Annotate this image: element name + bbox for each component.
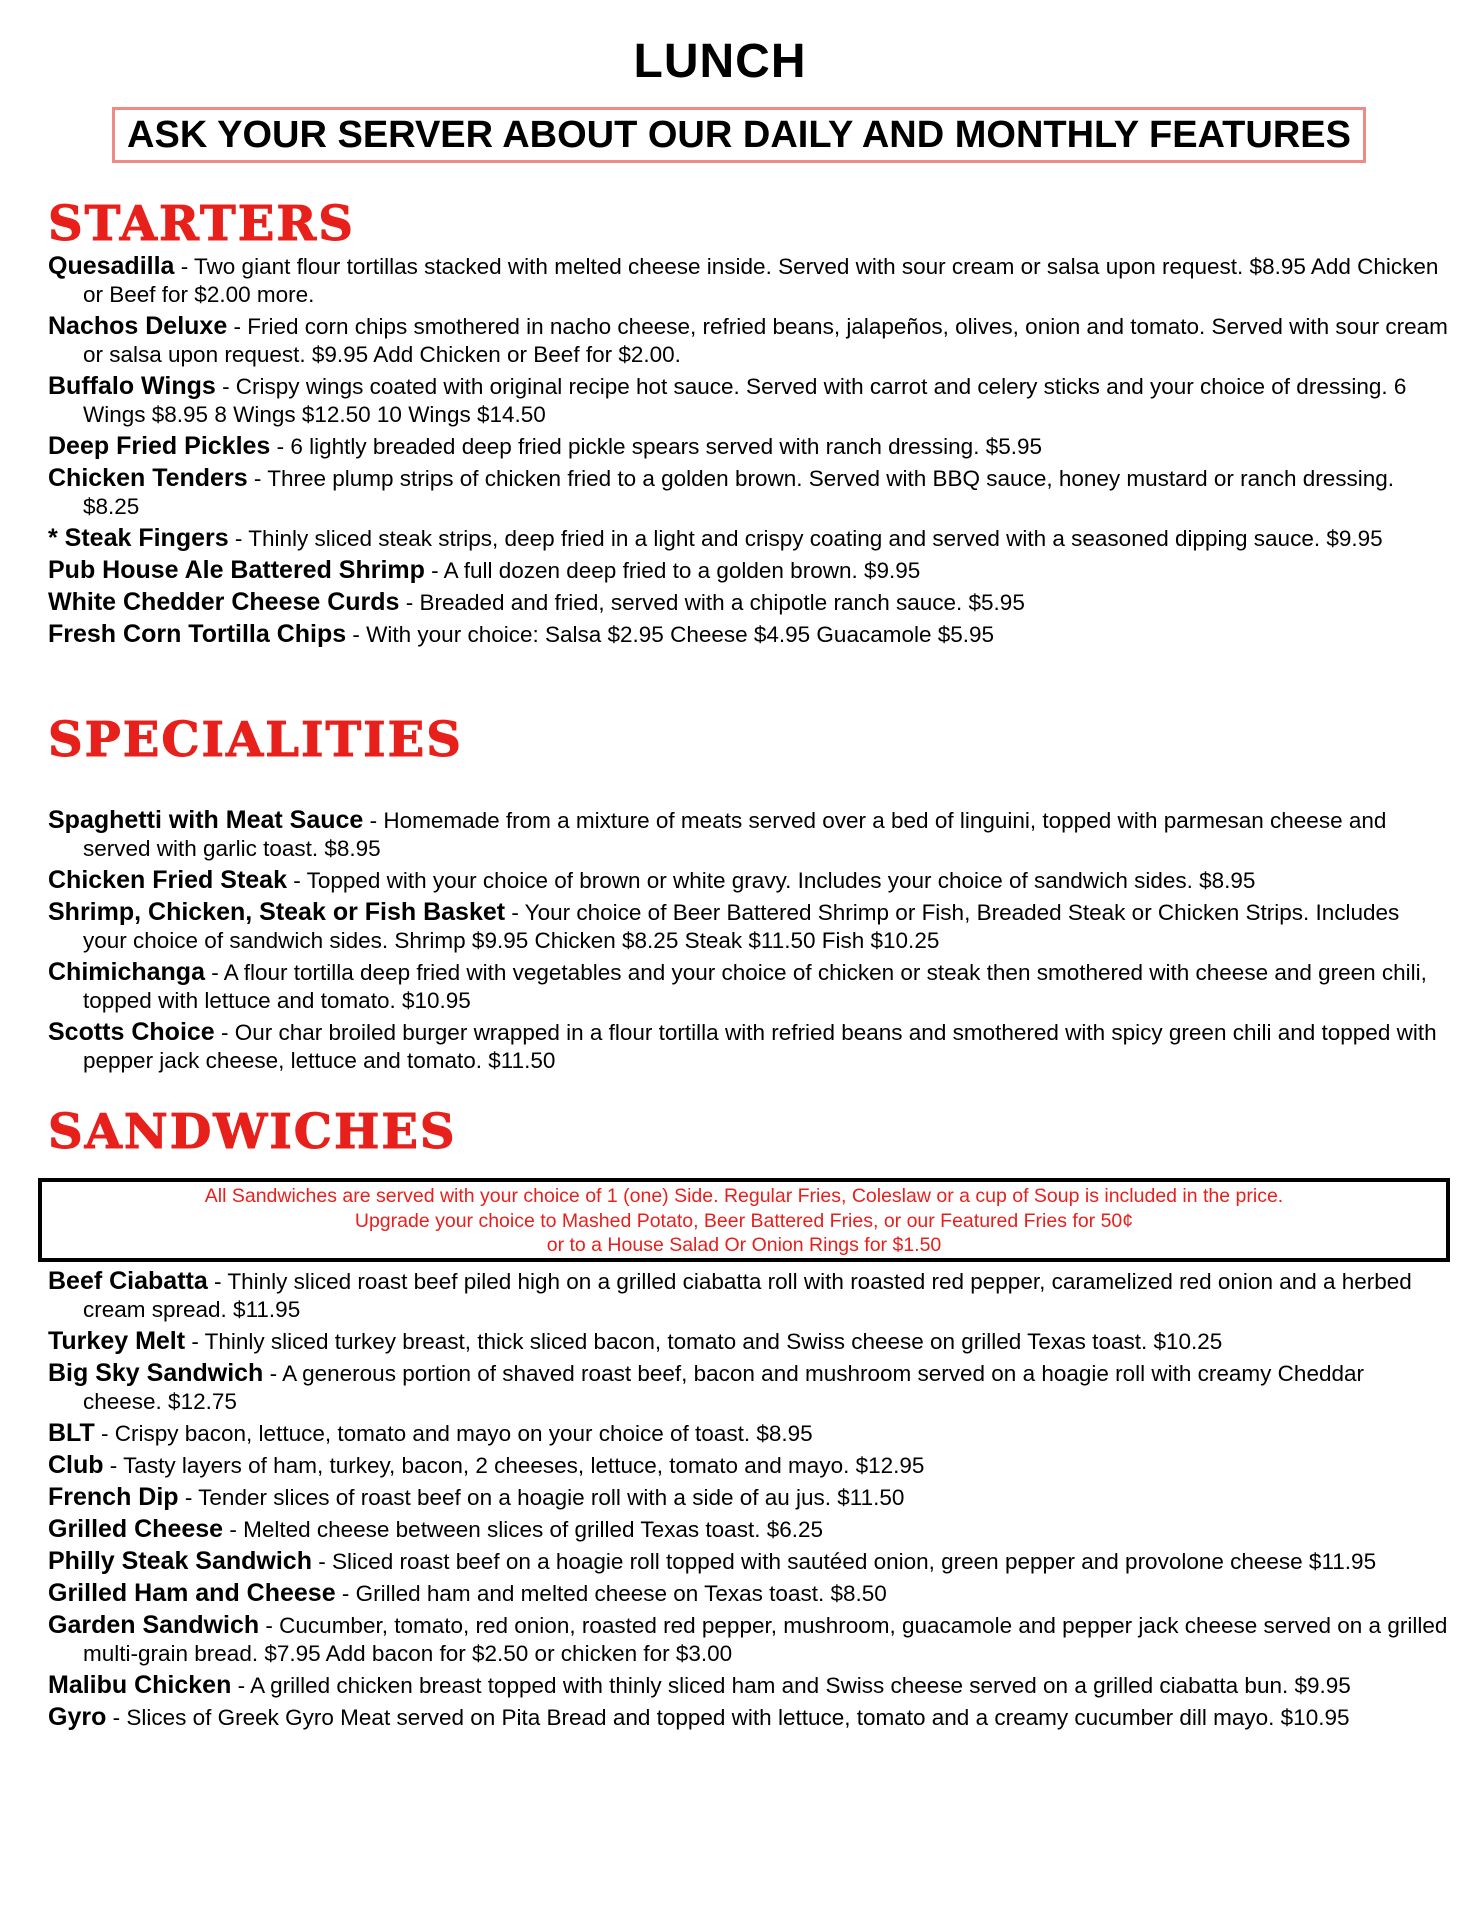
menu-item bbox=[48, 620, 1448, 649]
item-name: Chicken Tenders bbox=[48, 464, 248, 492]
item-name: Club bbox=[48, 1451, 104, 1479]
menu-item bbox=[48, 1451, 1448, 1480]
menu-item bbox=[48, 1579, 1448, 1608]
menu-item bbox=[48, 1419, 1448, 1448]
sides-note-box bbox=[38, 1178, 1450, 1262]
item-name: Grilled Cheese bbox=[48, 1515, 224, 1543]
starters-heading: STARTERS bbox=[48, 196, 355, 252]
item-name: Big Sky Sandwich bbox=[48, 1359, 264, 1387]
features-banner: ASK YOUR SERVER ABOUT OUR DAILY AND MONTHLY FEATURES bbox=[112, 107, 1366, 163]
item-description: - Cucumber, tomato, red onion, roasted red pepper, mushroom, guacamole and pepper jack cheese served on a grilled multi-grain bread. $7.95 Add bacon for $2.50 or chicken for $3.00 bbox=[83, 1613, 1448, 1666]
item-description: - Our char broiled burger wrapped in a flour tortilla with refried beans and smothered with spicy green chili and topped with pepper jack cheese, lettuce and tomato. $11.50 bbox=[83, 1020, 1437, 1073]
item-description: - A full dozen deep fried to a golden brown. $9.95 bbox=[424, 558, 921, 583]
menu-item bbox=[48, 312, 1448, 369]
item-description: - Thinly sliced roast beef piled high on a grilled ciabatta roll with roasted red pepper, caramelized red onion and a herbed cream spread. $11.95 bbox=[83, 1269, 1412, 1322]
specialities-heading: SPECIALITIES bbox=[48, 712, 463, 768]
item-description: - Two giant flour tortillas stacked with melted cheese inside. Served with sour cream or salsa upon request. $8.95 Add Chicken or Beef for $2.00 more. bbox=[83, 254, 1439, 307]
item-description: - Homemade from a mixture of meats served over a bed of linguini, topped with parmesan cheese and served with garlic toast. $8.95 bbox=[83, 808, 1387, 861]
item-description: - Three plump strips of chicken fried to a golden brown. Served with BBQ sauce, honey mustard or ranch dressing. $8.25 bbox=[83, 466, 1395, 519]
menu-item bbox=[48, 432, 1448, 461]
item-name: Buffalo Wings bbox=[48, 372, 216, 400]
item-name: Chimichanga bbox=[48, 958, 205, 986]
item-description: - Crispy wings coated with original recipe hot sauce. Served with carrot and celery sticks and your choice of dressing. 6 Wings $8.95 8 Wings $12.50 10 Wings $14.50 bbox=[83, 374, 1407, 427]
item-name: Shrimp, Chicken, Steak or Fish Basket bbox=[48, 898, 506, 926]
item-description: - Fried corn chips smothered in nacho cheese, refried beans, jalapeños, olives, onion and tomato. Served with sour cream or salsa upon request. $9.95 Add Chicken or Beef for $2.00. bbox=[83, 314, 1448, 367]
item-description: - Crispy bacon, lettuce, tomato and mayo on your choice of toast. $8.95 bbox=[94, 1421, 813, 1446]
sandwiches-list bbox=[48, 1267, 1448, 1732]
item-description: - Topped with your choice of brown or white gravy. Includes your choice of sandwich sides. $8.95 bbox=[286, 868, 1256, 893]
sandwiches-heading: SANDWICHES bbox=[48, 1104, 457, 1160]
menu-item bbox=[48, 958, 1448, 1015]
item-name: Beef Ciabatta bbox=[48, 1267, 208, 1295]
menu-item bbox=[48, 252, 1448, 309]
item-description: - Breaded and fried, served with a chipotle ranch sauce. $5.95 bbox=[399, 590, 1025, 615]
item-name: Gyro bbox=[48, 1703, 107, 1731]
item-description: - Sliced roast beef on a hoagie roll topped with sautéed onion, green pepper and provolone cheese $11.95 bbox=[311, 1549, 1377, 1574]
page-title: LUNCH bbox=[633, 35, 807, 88]
menu-item bbox=[48, 1267, 1448, 1324]
menu-item bbox=[48, 806, 1448, 863]
item-name: Malibu Chicken bbox=[48, 1671, 232, 1699]
sides-note-line: or to a House Salad Or Onion Rings for $1.50 bbox=[546, 1234, 942, 1256]
item-name: Philly Steak Sandwich bbox=[48, 1547, 312, 1575]
item-description: - Tasty layers of ham, turkey, bacon, 2 cheeses, lettuce, tomato and mayo. $12.95 bbox=[103, 1453, 925, 1478]
item-description: - Thinly sliced turkey breast, thick sliced bacon, tomato and Swiss cheese on grilled Texas toast. $10.25 bbox=[185, 1329, 1223, 1354]
item-name: Garden Sandwich bbox=[48, 1611, 260, 1639]
menu-item bbox=[48, 1359, 1448, 1416]
starters-list bbox=[48, 252, 1448, 649]
menu-item bbox=[48, 1547, 1448, 1576]
item-name: BLT bbox=[48, 1419, 95, 1447]
menu-item bbox=[48, 898, 1448, 955]
menu-item bbox=[48, 1483, 1448, 1512]
item-name: Fresh Corn Tortilla Chips bbox=[48, 620, 347, 648]
specialities-list bbox=[48, 806, 1448, 1075]
item-name: Quesadilla bbox=[48, 252, 175, 280]
item-description: - A generous portion of shaved roast beef, bacon and mushroom served on a hoagie roll with creamy Cheddar cheese. $12.75 bbox=[83, 1361, 1364, 1414]
menu-item bbox=[48, 1671, 1448, 1700]
item-description: - Grilled ham and melted cheese on Texas toast. $8.50 bbox=[335, 1581, 887, 1606]
sides-note-line: Upgrade your choice to Mashed Potato, Beer Battered Fries, or our Featured Fries for 50¢ bbox=[354, 1209, 1134, 1232]
menu-item bbox=[48, 556, 1448, 585]
item-name: Scotts Choice bbox=[48, 1018, 215, 1046]
menu-item bbox=[48, 464, 1448, 521]
item-description: - With your choice: Salsa $2.95 Cheese $4.95 Guacamole $5.95 bbox=[346, 622, 995, 647]
item-description: - Melted cheese between slices of grilled Texas toast. $6.25 bbox=[223, 1517, 823, 1542]
item-description: - Thinly sliced steak strips, deep fried in a light and crispy coating and served with a seasoned dipping sauce. $9.95 bbox=[228, 526, 1383, 551]
item-name: Nachos Deluxe bbox=[48, 312, 228, 340]
item-name: Spaghetti with Meat Sauce bbox=[48, 806, 364, 834]
menu-item bbox=[48, 588, 1448, 617]
item-name: Pub House Ale Battered Shrimp bbox=[48, 556, 425, 584]
menu-item bbox=[48, 1327, 1448, 1356]
item-name: * Steak Fingers bbox=[48, 524, 229, 552]
menu-item bbox=[48, 372, 1448, 429]
menu-item bbox=[48, 1515, 1448, 1544]
item-name: Grilled Ham and Cheese bbox=[48, 1579, 336, 1607]
item-description: - Slices of Greek Gyro Meat served on Pita Bread and topped with lettuce, tomato and a creamy cucumber dill mayo. $10.95 bbox=[106, 1705, 1350, 1730]
item-name: French Dip bbox=[48, 1483, 179, 1511]
item-description: - Tender slices of roast beef on a hoagie roll with a side of au jus. $11.50 bbox=[178, 1485, 905, 1510]
item-description: - 6 lightly breaded deep fried pickle spears served with ranch dressing. $5.95 bbox=[270, 434, 1043, 459]
menu-item bbox=[48, 1018, 1448, 1075]
item-description: - Your choice of Beer Battered Shrimp or Fish, Breaded Steak or Chicken Strips. Includes your choice of sandwich sides. Shrimp $9.95 Chicken $8.25 Steak $11.50 Fish $10.25 bbox=[83, 900, 1400, 953]
sides-note-line: All Sandwiches are served with your choice of 1 (one) Side. Regular Fries, Coleslaw or a cup of Soup is included in the price. bbox=[204, 1185, 1284, 1207]
item-name: Turkey Melt bbox=[48, 1327, 186, 1355]
item-description: - A grilled chicken breast topped with thinly sliced ham and Swiss cheese served on a grilled ciabatta bun. $9.95 bbox=[231, 1673, 1351, 1698]
menu-item bbox=[48, 1611, 1448, 1668]
menu-item bbox=[48, 1703, 1448, 1732]
item-name: Chicken Fried Steak bbox=[48, 866, 287, 894]
item-description: - A flour tortilla deep fried with vegetables and your choice of chicken or steak then smothered with cheese and green chili, topped with lettuce and tomato. $10.95 bbox=[83, 960, 1427, 1013]
menu-item bbox=[48, 866, 1448, 895]
item-name: White Chedder Cheese Curds bbox=[48, 588, 400, 616]
item-name: Deep Fried Pickles bbox=[48, 432, 271, 460]
menu-item bbox=[48, 524, 1448, 553]
